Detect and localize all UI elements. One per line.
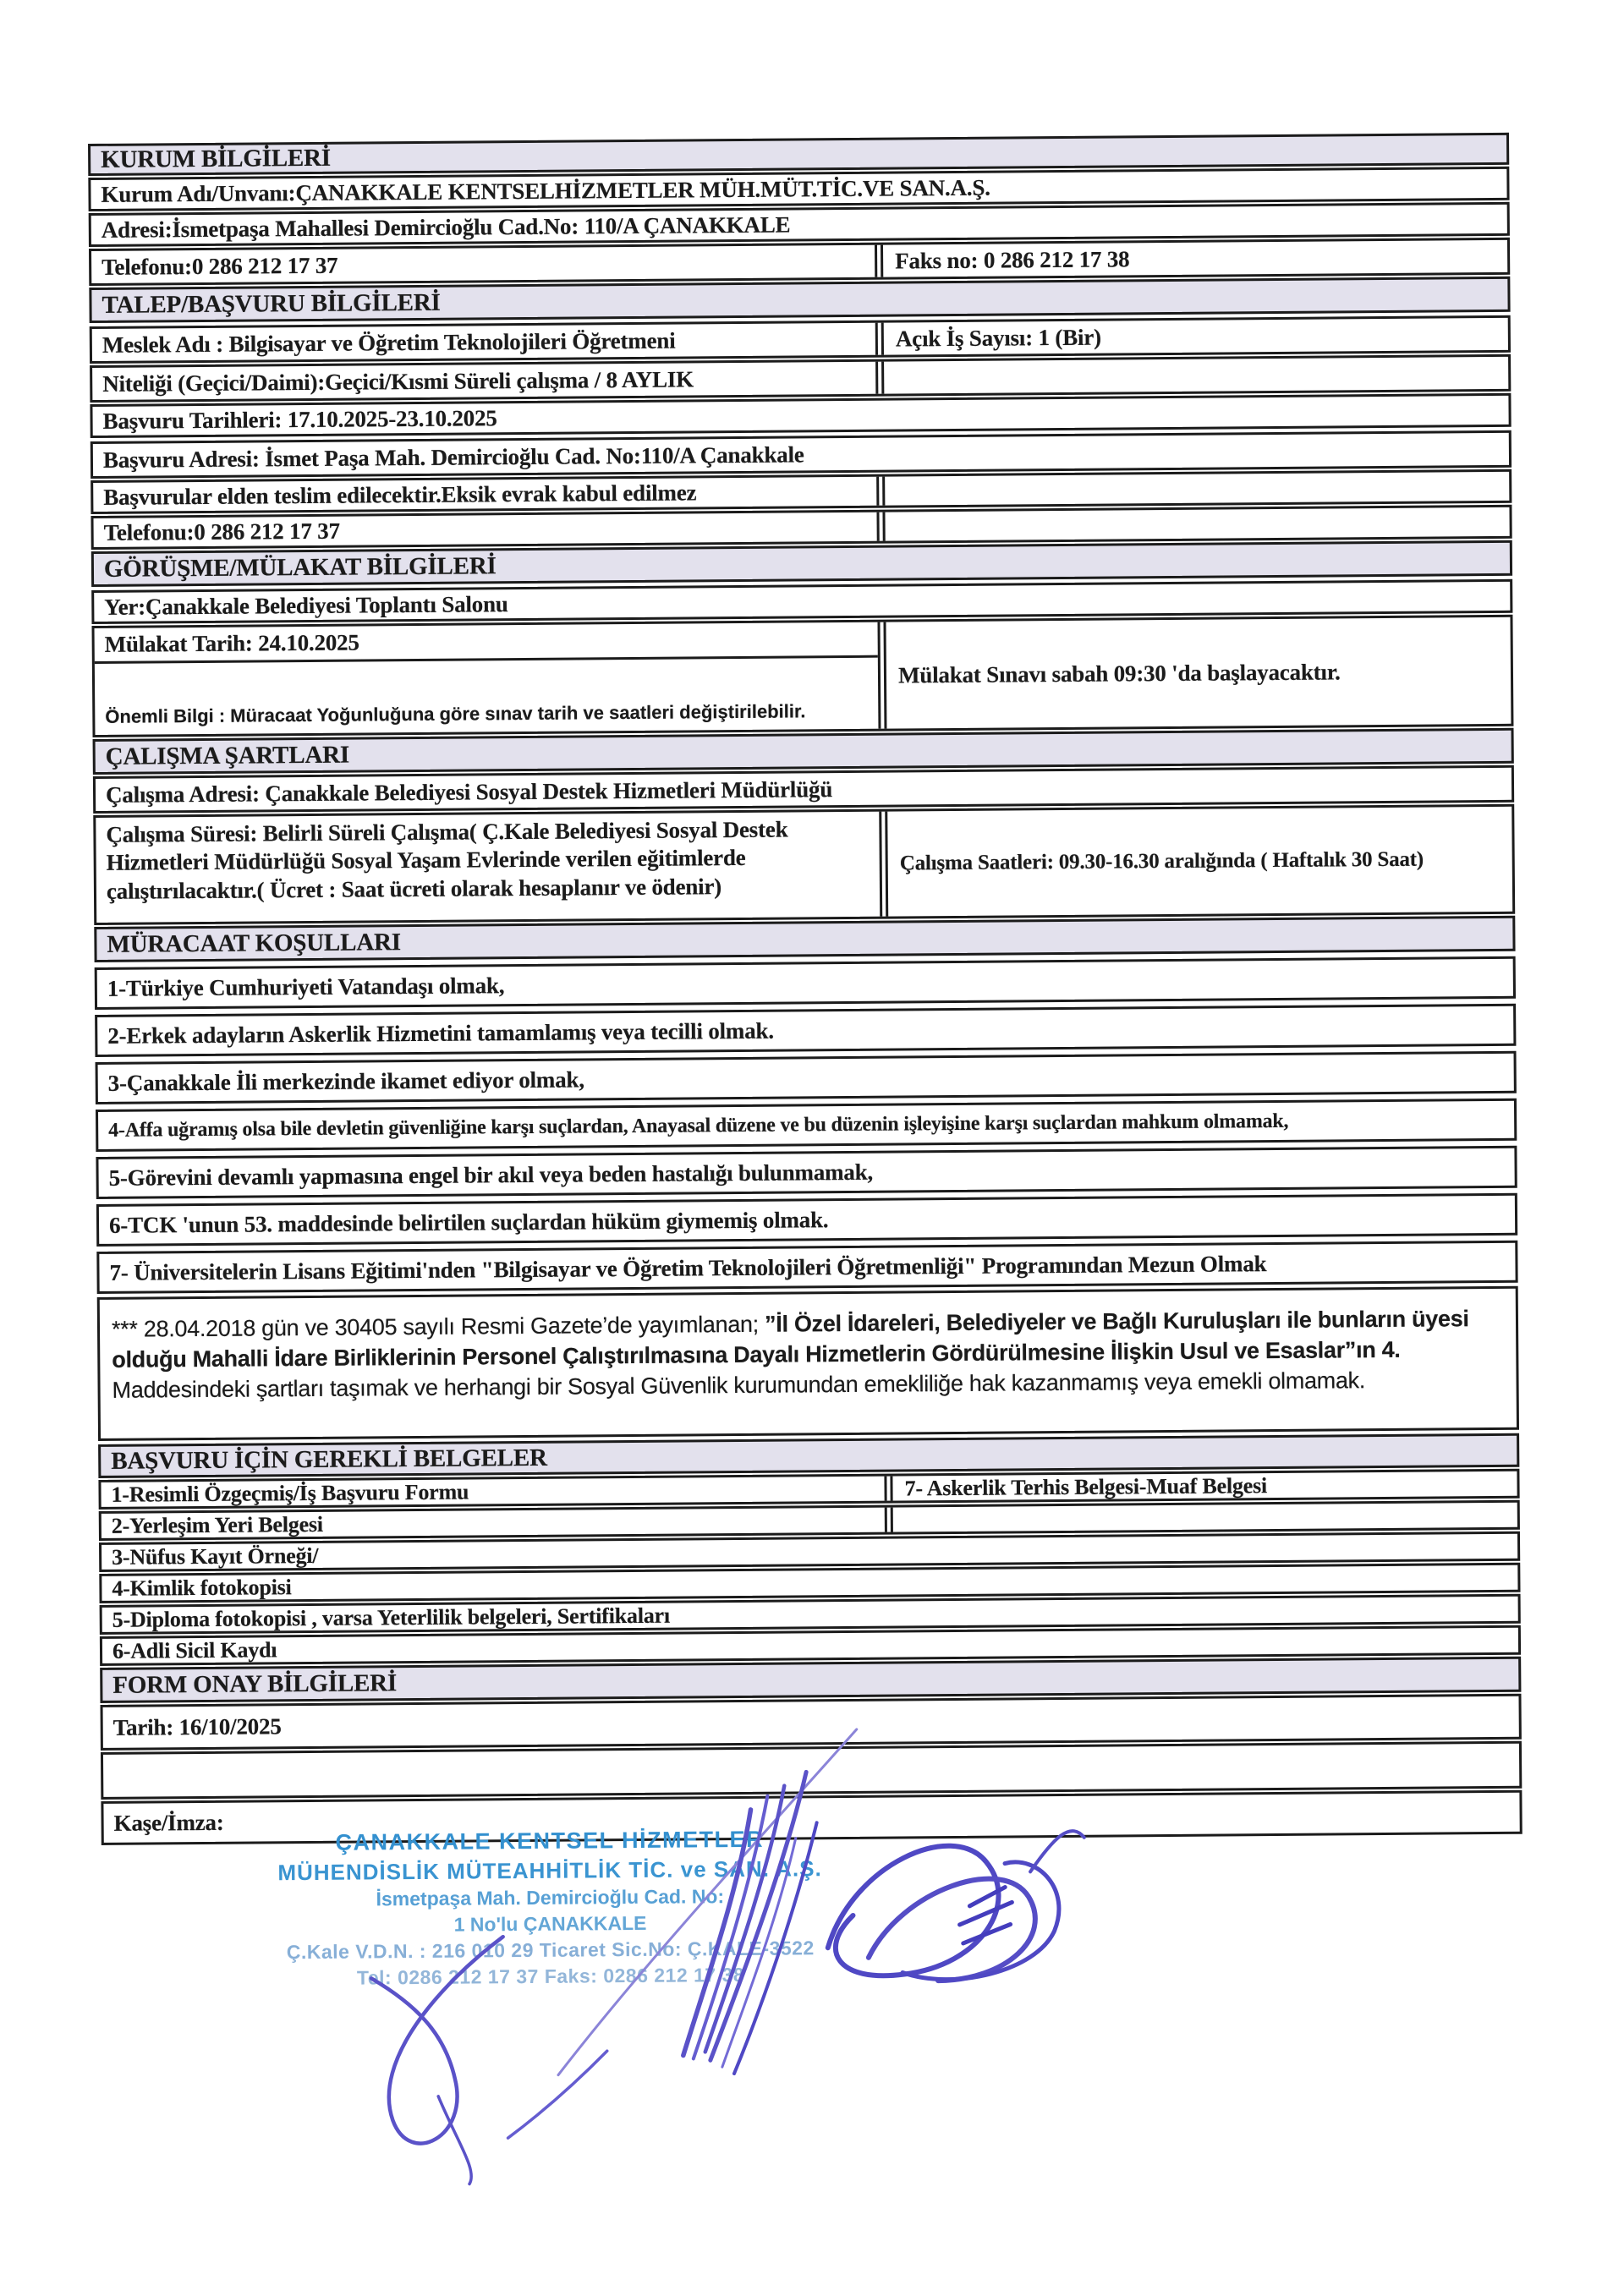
section-title: FORM ONAY BİLGİLERİ bbox=[112, 1669, 398, 1699]
field-mulakat-sinav-saati: Mülakat Sınavı sabah 09:30 'da başlayacaktır. bbox=[884, 617, 1512, 729]
field-kase-imza: Kaşe/İmza: bbox=[101, 1790, 1522, 1845]
stamp-line: MÜHENDİSLİK MÜTEAHHİTLİK TİC. ve SAN. A.Ş. bbox=[277, 1855, 822, 1886]
field-acik-is-sayisi: Açık İş Sayısı: 1 (Bir) bbox=[881, 318, 1508, 355]
field-faks: Faks no: 0 286 212 17 38 bbox=[881, 240, 1507, 277]
document-item-row: 5-Diploma fotokopisi , varsa Yeterlilik belgeleri, Sertifikaları bbox=[100, 1594, 1521, 1635]
field-calisma-suresi: Çalışma Süresi: Belirli Süreli Çalışma( Ç.Kale Belediyesi Sosyal Destek Hizmetleri Müdürlüğü Sosyal Yaşam Evlerinde verilen eğitimlerde çalıştırılacaktır.( Ücret : Saat ücreti olarak hesaplanır ve ödenir) bbox=[96, 812, 882, 923]
document-item-row: 3-Nüfus Kayıt Örneği/ bbox=[99, 1532, 1520, 1572]
stamp-line: ÇANAKKALE KENTSEL HİZMETLER bbox=[335, 1826, 765, 1855]
field-mulakat-yeri: Yer:Çanakkale Belediyesi Toplantı Salonu bbox=[91, 579, 1512, 624]
requirement-item: 1-Türkiye Cumhuriyeti Vatandaşı olmak, bbox=[95, 956, 1516, 1010]
requirement-item: 4-Affa uğramış olsa bile devletin güvenliğine karşı suçlardan, Anayasal düzene ve bu düzenin işleyişine karşı suçlardan mahkum olmamak, bbox=[96, 1099, 1517, 1152]
document-item: 7- Askerlik Terhis Belgesi-Muaf Belgesi bbox=[890, 1471, 1517, 1501]
section-title: KURUM BİLGİLERİ bbox=[101, 144, 332, 173]
stamp-line: Ç.Kale V.D.N. : 216 010 29 Ticaret Sic.No: Ç.KALE-3522 bbox=[286, 1937, 815, 1964]
block-mulakat bbox=[91, 615, 1513, 737]
field-calisma-adresi: Çalışma Adresi: Çanakkale Belediyesi Sosyal Destek Hizmetleri Müdürlüğü bbox=[93, 765, 1514, 814]
empty-cell bbox=[891, 1503, 1517, 1532]
requirement-item: 2-Erkek adayların Askerlik Hizmetini tamamlamış veya tecilli olmak. bbox=[95, 1004, 1516, 1057]
stamp-line: İsmetpaşa Mah. Demircioğlu Cad. No: bbox=[376, 1885, 725, 1910]
section-title: BAŞVURU İÇİN GEREKLİ BELGELER bbox=[111, 1444, 547, 1475]
requirement-item: 6-TCK 'unun 53. maddesinde belirtilen suçlardan hüküm giymemiş olmak. bbox=[96, 1193, 1517, 1247]
document-item: 1-Resimli Özgeçmiş/İş Başvuru Formu bbox=[101, 1477, 886, 1507]
mulakat-left-column bbox=[95, 622, 881, 735]
empty-cell bbox=[881, 357, 1508, 394]
field-meslek-adi: Meslek Adı : Bilgisayar ve Öğretim Teknolojileri Öğretmeni bbox=[92, 323, 878, 361]
signature bbox=[308, 1691, 1158, 2189]
field-kurum-adi: Kurum Adı/Unvanı:ÇANAKKALE KENTSELHİZMETLER MÜH.MÜT.TİC.VE SAN.A.Ş. bbox=[88, 167, 1509, 211]
empty-cell bbox=[883, 507, 1510, 541]
field-calisma-saatleri: Çalışma Saatleri: 09.30-16.30 aralığında ( Haftalık 30 Saat) bbox=[885, 807, 1512, 917]
document-item-row: 6-Adli Sicil Kaydı bbox=[100, 1625, 1521, 1666]
field-telefon-2: Telefonu:0 286 212 17 37 bbox=[93, 512, 879, 547]
stamp-line: 1 No'lu ÇANAKKALE bbox=[453, 1911, 647, 1936]
field-onemli-bilgi: Önemli Bilgi : Müracaat Yoğunluğuna göre sınav tarih ve saatleri değiştirilebilir. bbox=[105, 700, 806, 727]
field-mulakat-tarihi: Mülakat Tarih: 24.10.2025 bbox=[95, 622, 878, 664]
field-niteligi: Niteliği (Geçici/Daimi):Geçici/Kısmi Süreli çalışma / 8 AYLIK bbox=[92, 362, 878, 400]
field-basvuru-tarihleri: Başvuru Tarihleri: 17.10.2025-23.10.2025 bbox=[90, 393, 1511, 438]
document-item-row: 4-Kimlik fotokopisi bbox=[99, 1563, 1520, 1603]
stamp-line: Tel: 0286 212 17 37 Faks: 0286 212 17 38 bbox=[356, 1963, 745, 1989]
field-elden-teslim: Başvurular elden teslim edilecektir.Eksik evrak kabul edilmez bbox=[93, 477, 879, 512]
section-title: ÇALIŞMA ŞARTLARI bbox=[105, 741, 350, 770]
field-kurum-adresi: Adresi:İsmetpaşa Mahallesi Demircioğlu Cad.No: 110/A ÇANAKKALE bbox=[89, 202, 1510, 247]
requirement-item: 7- Üniversitelerin Lisans Eğitimi'nden "Bilgisayar ve Öğretim Teknolojileri Öğretmenliği" Programından Mezun Olmak bbox=[96, 1241, 1517, 1294]
block-calisma bbox=[93, 804, 1515, 925]
field-basvuru-adresi: Başvuru Adresi: İsmet Paşa Mah. Demircioğlu Cad. No:110/A Çanakkale bbox=[91, 430, 1512, 479]
form-document bbox=[88, 131, 1522, 1989]
section-title: MÜRACAAT KOŞULLARI bbox=[107, 928, 401, 958]
empty-cell bbox=[882, 472, 1509, 506]
document-item: 2-Yerleşim Yeri Belgesi bbox=[102, 1508, 887, 1538]
section-title: TALEP/BAŞVURU BİLGİLERİ bbox=[102, 288, 441, 319]
regulation-note: *** 28.04.2018 gün ve 30405 sayılı Resmi Gazete’de yayımlanan; ”İl Özel İdareleri, Belediyeler ve Bağlı Kuruluşları ile bunların üyesi olduğu Mahalli İdare Birliklerinin Personel Çalıştırılmasına Dayalı Hizmetlerin Gördürülmesine İlişkin Usul ve Esaslar”ın 4. Maddesindeki şartları taşımak ve herhangi bir Sosyal Güvenlik kurumundan emekliliğe hak kazanmamış veya emekli olmamak. bbox=[97, 1286, 1519, 1441]
field-telefon: Telefonu:0 286 212 17 37 bbox=[91, 245, 877, 283]
field-onay-tarihi: Tarih: 16/10/2025 bbox=[101, 1694, 1522, 1751]
requirement-item: 5-Görevini devamlı yapmasına engel bir akıl veya beden hastalığı bulunmamak, bbox=[96, 1146, 1517, 1199]
requirement-item: 3-Çanakkale İli merkezinde ikamet ediyor olmak, bbox=[96, 1051, 1517, 1104]
section-title: GÖRÜŞME/MÜLAKAT BİLGİLERİ bbox=[103, 551, 497, 583]
